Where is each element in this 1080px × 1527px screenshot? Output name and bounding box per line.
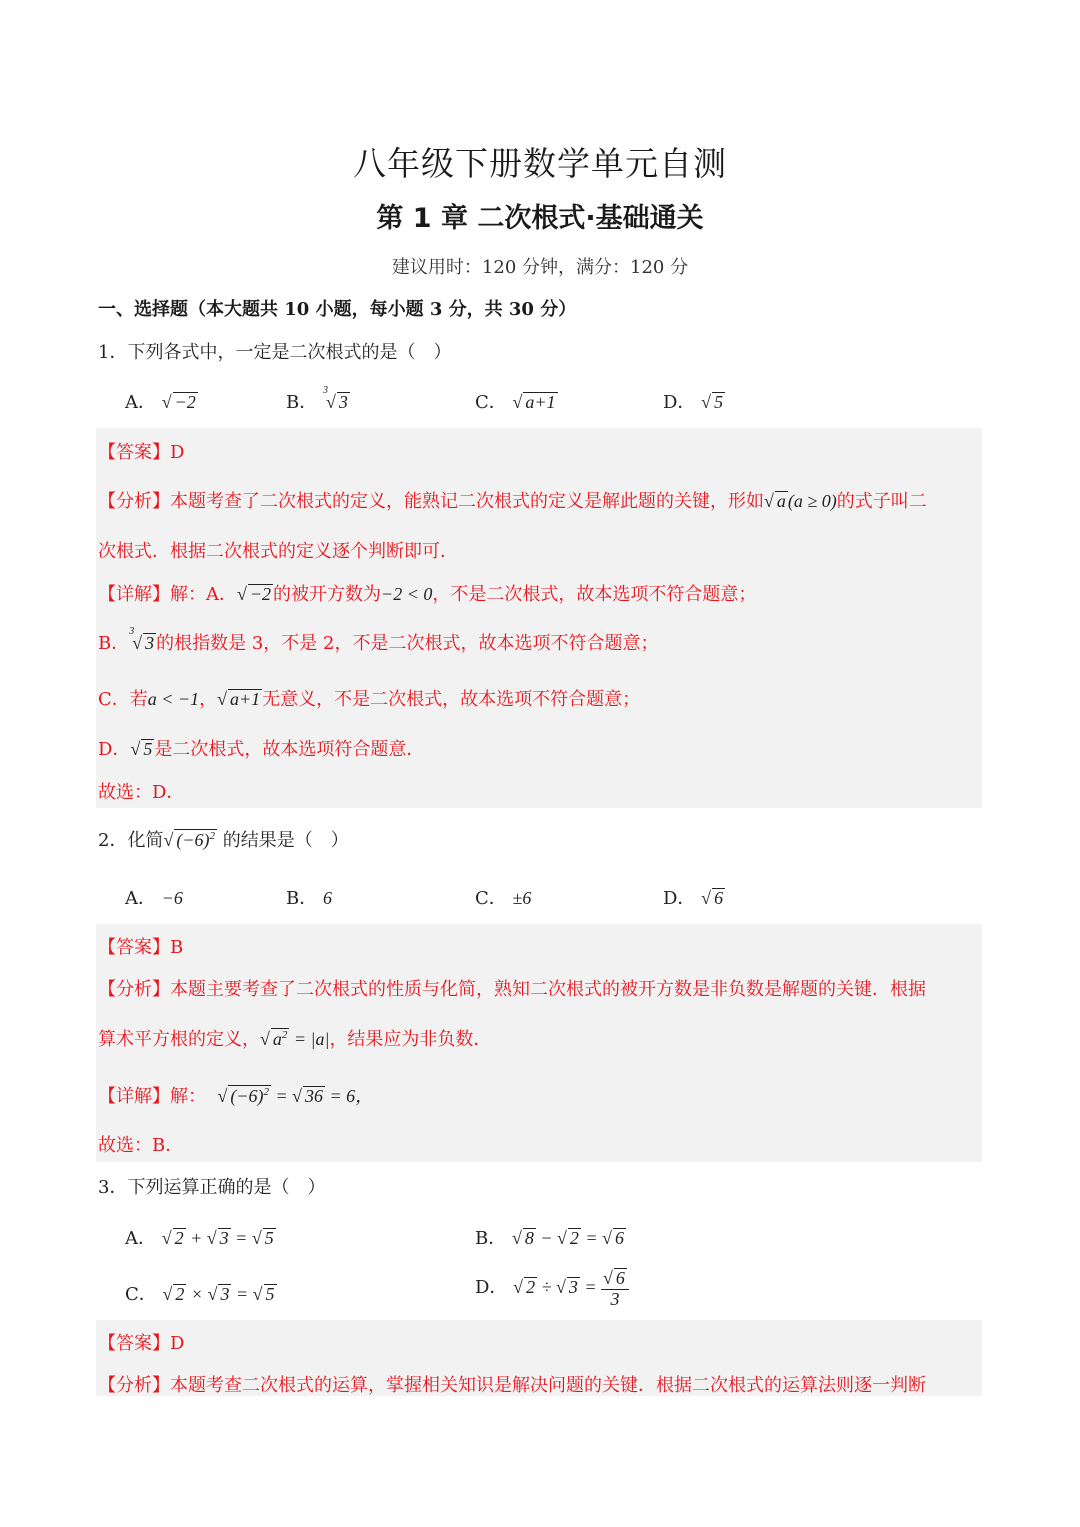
q1-option-c: C． √ a+1: [475, 388, 558, 414]
q1-analysis-line1: 【分析】本题考查了二次根式的定义，能熟记二次根式的定义是解此题的关键，形如√ a (a ≥ 0)的式子叫二: [98, 487, 927, 513]
question-2-stem: 2．化简√ $(-6)^2$ 的结果是（ ）: [98, 826, 349, 852]
q1-option-d: D． √ 5: [663, 388, 725, 414]
q2-option-c: C． ±6: [475, 888, 532, 909]
q2-option-d: D． √ 6: [663, 884, 725, 910]
section-heading: 一、选择题（本大题共 10 小题，每小题 3 分，共 30 分）: [98, 299, 577, 320]
q1-detail-c: C．若a < −1，√ a+1 无意义，不是二次根式，故本选项不符合题意；: [98, 685, 640, 711]
q2-answer: 【答案】B: [98, 937, 184, 958]
q1-detail-b: B．$^3$√ 3 的根指数是 3，不是 2，不是二次根式，故本选项不符合题意；: [98, 629, 658, 655]
question-1-stem: 1．下列各式中，一定是二次根式的是（ ）: [98, 342, 452, 363]
q1-analysis-line2: 次根式．根据二次根式的定义逐个判断即可．: [98, 541, 458, 562]
document-title: 八年级下册数学单元自测: [353, 144, 727, 183]
q2-detail: 【详解】解： √ $(-6)^2$ = √ 36 = 6，: [98, 1082, 373, 1108]
q3-option-b: B． √ 8 − √ 2 = √ 6: [475, 1224, 626, 1250]
q1-choice: 故选：D．: [98, 782, 185, 803]
q2-analysis-line2: 算术平方根的定义，√ $a^2 = |a|$，结果应为非负数．: [98, 1025, 491, 1051]
chapter-subtitle: 第 1 章 二次根式·基础通关: [376, 203, 704, 234]
q1-option-a-label: A．: [125, 392, 156, 413]
question-3-stem: 3．下列运算正确的是（ ）: [98, 1177, 326, 1198]
q2-choice: 故选：B．: [98, 1135, 184, 1156]
q2-analysis-line1: 【分析】本题主要考查了二次根式的性质与化简，熟知二次根式的被开方数是非负数是解题的关键．根据: [98, 979, 926, 1000]
q3-analysis: 【分析】本题考查二次根式的运算，掌握相关知识是解决问题的关键．根据二次根式的运算法则逐一判断: [98, 1375, 926, 1396]
time-score-info: 建议用时：120 分钟，满分：120 分: [391, 257, 689, 278]
q1-detail-a: 【详解】解：A．√ −2 的被开方数为−2 < 0，不是二次根式，故本选项不符合题意；: [98, 580, 756, 606]
q1-option-b: B． $^3$√ 3: [286, 388, 350, 414]
q3-option-c: C． √ 2 × √ 3 = √ 5: [125, 1280, 277, 1306]
q2-option-a: A． −6: [125, 888, 183, 909]
q1-detail-d: D．√ 5 是二次根式，故本选项符合题意．: [98, 735, 424, 761]
q1-option-c-label: C．: [475, 392, 507, 413]
q3-option-a: A． √ 2 + √ 3 = √ 5: [125, 1224, 276, 1250]
q3-option-d: D． √ 2 ÷ √ 3 = √ $\frac{6}{3}$: [475, 1268, 629, 1310]
q1-answer: 【答案】D: [98, 442, 185, 463]
q1-option-a: A． √ −2: [125, 388, 198, 414]
q3-answer: 【答案】D: [98, 1333, 185, 1354]
q2-option-b: B． 6: [286, 888, 332, 909]
q1-option-d-label: D．: [663, 392, 696, 413]
q1-option-b-label: B．: [286, 392, 318, 413]
